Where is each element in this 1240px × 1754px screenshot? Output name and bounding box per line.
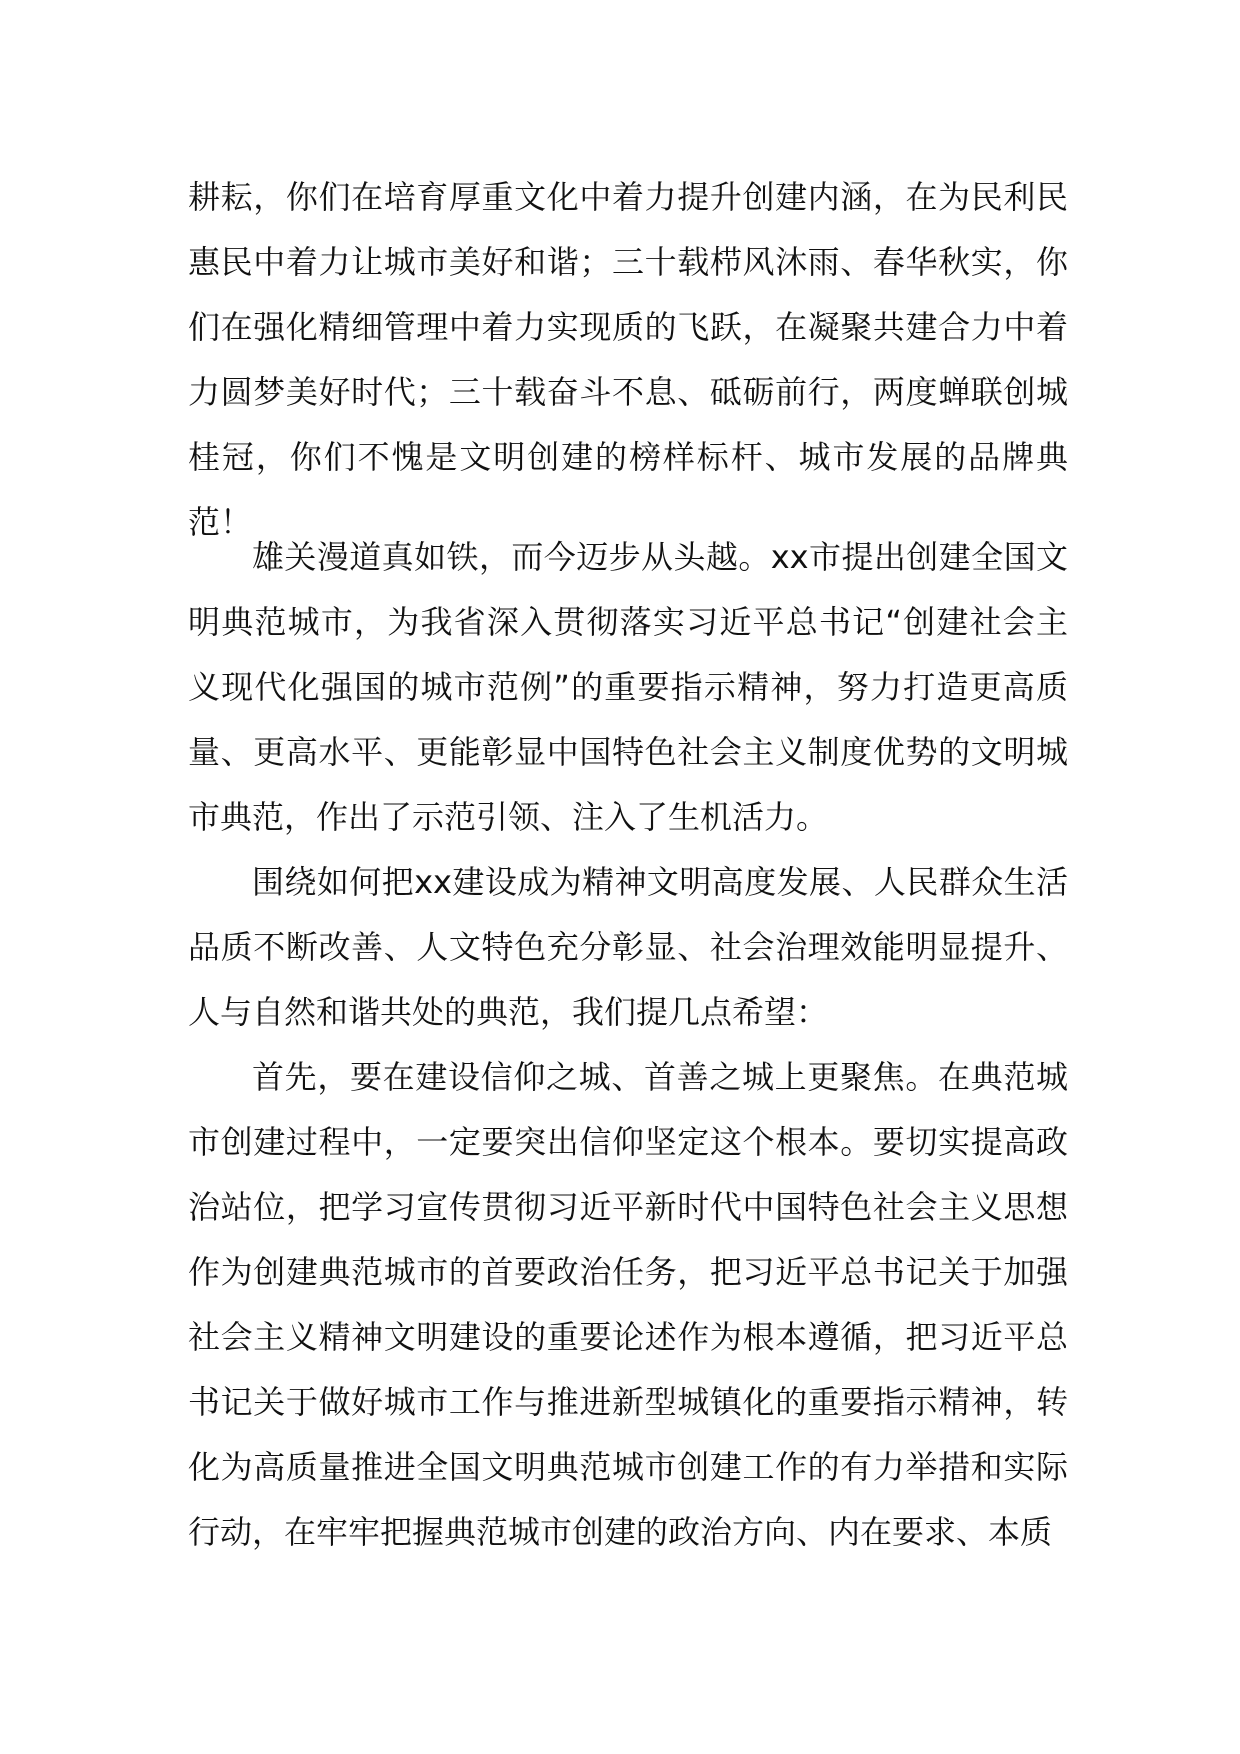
paragraph-block-3 — [188, 850, 1068, 1565]
paragraph-block-2 — [188, 525, 1068, 850]
paragraph-continuation: 耕耘，你们在培育厚重文化中着力提升创建内涵，在为民利民惠民中着力让城市美好和谐；三十载栉风沐雨、春华秋实，你们在强化精细管理中着力实现质的飞跃，在凝聚共建合力中着力圆梦美好时代；三十载奋斗不息、砥砺前行，两度蝉联创城桂冠，你们不愧是文明创建的榜样标杆、城市发展的品牌典范！ — [188, 178, 1068, 541]
paragraph-block-1 — [188, 165, 1068, 555]
paragraph-first-point: 首先，要在建设信仰之城、首善之城上更聚焦。在典范城市创建过程中，一定要突出信仰坚定这个根本。要切实提高政治站位，把学习宣传贯彻习近平新时代中国特色社会主义思想作为创建典范城市的首要政治任务，把习近平总书记关于加强社会主义精神文明建设的重要论述作为根本遵循，把习近平总书记关于做好城市工作与推进新型城镇化的重要指示精神，转化为高质量推进全国文明典范城市创建工作的有力举措和实际行动，在牢牢把握典范城市创建的政治方向、内在要求、本质 — [188, 1058, 1068, 1551]
paragraph-xx-city: 雄关漫道真如铁，而今迈步从头越。xx市提出创建全国文明典范城市，为我省深入贯彻落实习近平总书记“创建社会主义现代化强国的城市范例”的重要指示精神，努力打造更高质量、更高水平、更能彰显中国特色社会主义制度优势的文明城市典范，作出了示范引领、注入了生机活力。 — [188, 538, 1068, 836]
paragraph-hopes-intro: 围绕如何把xx建设成为精神文明高度发展、人民群众生活品质不断改善、人文特色充分彰显、社会治理效能明显提升、人与自然和谐共处的典范，我们提几点希望： — [188, 863, 1068, 1031]
